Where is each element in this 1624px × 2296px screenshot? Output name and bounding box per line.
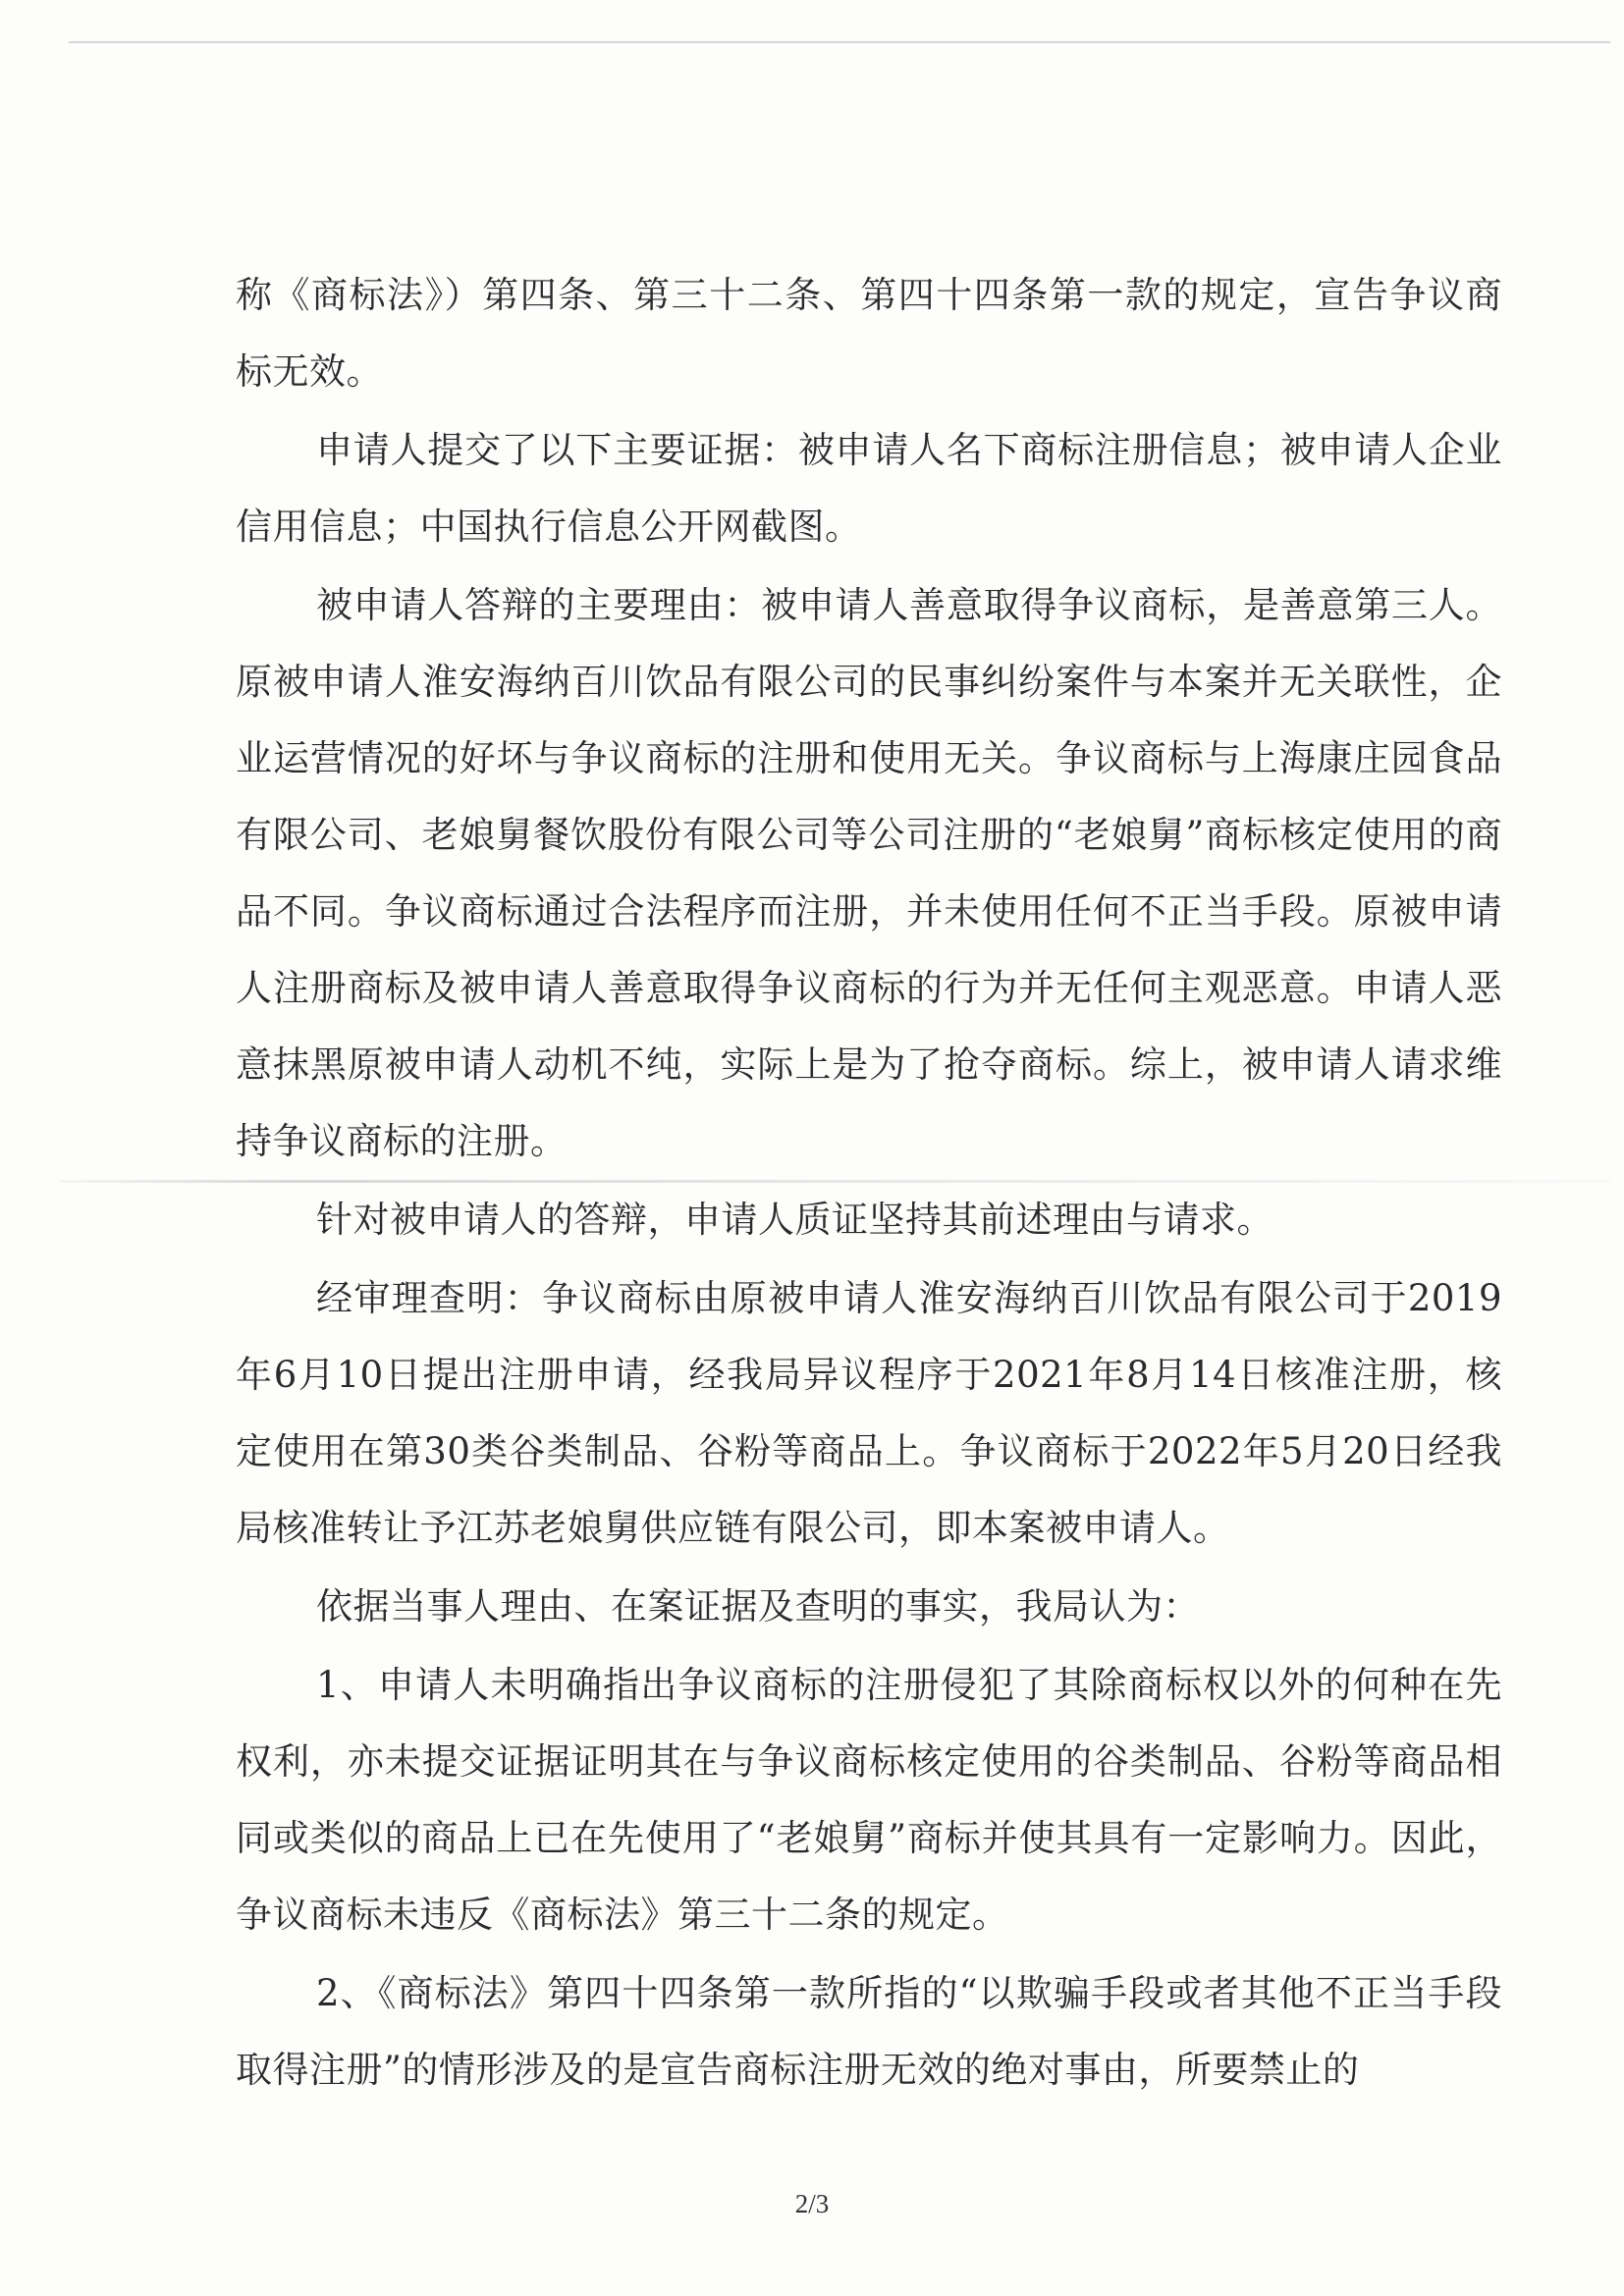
paragraph-opinion-2: 2、《商标法》第四十四条第一款所指的“以欺骗手段或者其他不正当手段取得注册”的情形涉及的是宣告商标注册无效的绝对事由，所要禁止的 [236, 1972, 1502, 2091]
paragraph-findings: 经审理查明：争议商标由原被申请人淮安海纳百川饮品有限公司于2019年6月10日提出注册申请，经我局异议程序于2021年8月14日核准注册，核定使用在第30类谷类制品、谷粉等商品上。争议商标于2022年5月20日经我局核准转让予江苏老娘舅供应链有限公司，即本案被申请人。 [236, 1277, 1502, 1549]
paragraph-evidence: 申请人提交了以下主要证据：被申请人名下商标注册信息；被申请人企业信用信息；中国执行信息公开网截图。 [236, 429, 1502, 548]
page-number: 2/3 [794, 2189, 830, 2218]
document-body [236, 257, 1502, 2109]
paragraph-opinion-1: 1、申请人未明确指出争议商标的注册侵犯了其除商标权以外的何种在先权利，亦未提交证据证明其在与争议商标核定使用的谷类制品、谷粉等商品相同或类似的商品上已在先使用了“老娘舅”商标并使其具有一定影响力。因此，争议商标未违反《商标法》第三十二条的规定。 [236, 1664, 1502, 1936]
paragraph-respondent-defense: 被申请人答辩的主要理由：被申请人善意取得争议商标，是善意第三人。原被申请人淮安海纳百川饮品有限公司的民事纠纷案件与本案并无关联性，企业运营情况的好坏与争议商标的注册和使用无关。争议商标与上海康庄园食品有限公司、老娘舅餐饮股份有限公司等公司注册的“老娘舅”商标核定使用的商品不同。争议商标通过合法程序而注册，并未使用任何不正当手段。原被申请人注册商标及被申请人善意取得争议商标的行为并无任何主观恶意。申请人恶意抹黑原被申请人动机不纯，实际上是为了抢夺商标。综上，被申请人请求维持争议商标的注册。 [236, 584, 1502, 1162]
paragraph-basis: 依据当事人理由、在案证据及查明的事实，我局认为： [316, 1585, 1200, 1628]
top-divider [69, 41, 1610, 43]
paragraph-continuation: 称《商标法》）第四条、第三十二条、第四十四条第一款的规定，宣告争议商标无效。 [236, 274, 1502, 393]
paragraph-cross-examination: 针对被申请人的答辩，申请人质证坚持其前述理由与请求。 [316, 1199, 1273, 1241]
